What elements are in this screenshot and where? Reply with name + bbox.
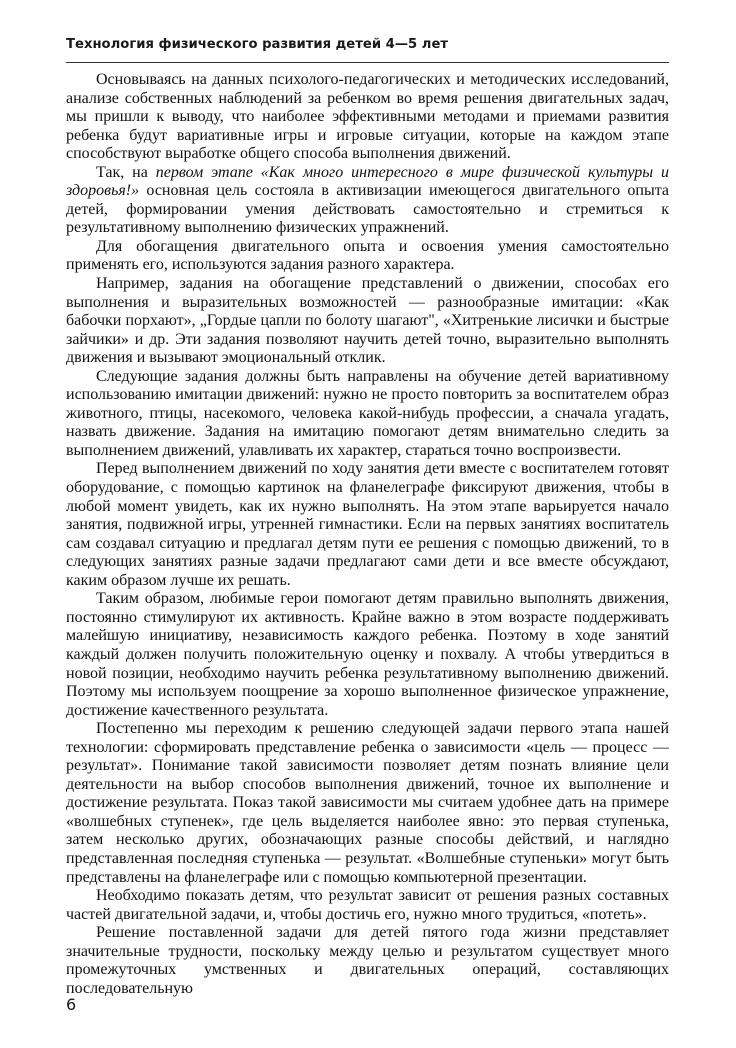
- paragraph-8: Постепенно мы переходим к решению следующей задачи первого этапа нашей технологии: сформировать представление ребенка о зависимости «цель — процесс — результат». Понимание такой зависимости позволяет детям познать влияние цели деятельности на выбор способов выполнения движений, точное их выполнение и достижение результата. Показ такой зависимости мы считаем удобнее дать на примере «волшебных ступенек», где цель выделяется наиболее явно: это первая ступенька, затем несколько других, обозначающих разные способы действий, и наглядно представленная последняя ступенька — результат. «Волшебные ступеньки» могут быть представлены на фланелеграфе или с помощью компьютерной презентации.: [66, 720, 669, 886]
- paragraph-3: Для обогащения двигательного опыта и освоения умения самостоятельно применять его, используются задания разного характера.: [66, 237, 669, 274]
- paragraph-6: Перед выполнением движений по ходу занятия дети вместе с воспитателем готовят оборудование, с помощью картинок на фланелеграфе фиксируют движения, чтобы в любой момент увидеть, как их нужно выполнять. На этом этапе варьируется начало занятия, подвижной игры, утренней гимнастики. Если на первых занятиях воспитатель сам создавал ситуацию и предлагал детям пути ее решения с помощью движений, то в следующих занятиях разные задачи предлагают сами дети и все вместе обсуждают, каким образом лучше их решать.: [66, 460, 669, 589]
- paragraph-9: Необходимо показать детям, что результат зависит от решения разных составных частей двигательной задачи, и, чтобы достичь его, нужно много трудиться, «потеть».: [66, 887, 669, 923]
- paragraph-2: [66, 164, 669, 238]
- body-text: [66, 71, 669, 998]
- paragraph-7: Таким образом, любимые герои помогают детям правильно выполнять движения, постоянно стимулируют их активность. Крайне важно в этом возрасте поддерживать малейшую инициативу, независимость каждого ребенка. Поэтому в ходе занятий каждый должен получить положительную оценку и похвалу. А чтобы утвердиться в новой позиции, необходимо научить ребенка результативному выполнению движений. Поэтому мы используем поощрение за хорошо выполненное физическое упражнение, достижение качественного результата.: [66, 590, 669, 719]
- paragraph-10: Решение поставленной задачи для детей пятого года жизни представляет значительные трудности, поскольку между целью и результатом существует много промежуточных умственных и двигательных операций, составляющих последовательную: [66, 924, 669, 997]
- paragraph-1: Основываясь на данных психолого-педагогических и методических исследований, анализе собственных наблюдений за ребенком во время решения двигательных задач, мы пришли к выводу, что наиболее эффективными методами и приемами развития ребенка будут вариативные игры и игровые ситуации, которые на каждом этапе способствуют выработке общего способа выполнения движений.: [66, 71, 669, 163]
- paragraph-2-lead: Так, на: [96, 163, 156, 181]
- page-number: 6: [66, 995, 77, 1014]
- paragraph-5: Следующие задания должны быть направлены на обучение детей вариативному использованию имитации движений: нужно не просто повторить за воспитателем образ животного, птицы, насекомого, человека какой-нибудь профессии, а сначала угадать, назвать движение. Задания на имитацию помогают детям внимательно следить за выполнением движений, улавливать их характер, стараться точно воспроизвести.: [66, 367, 669, 459]
- stage-title-italic: первом этапе «Как много интересного в мире физической культуры и здоровья!»: [66, 163, 669, 200]
- paragraph-4: Например, задания на обогащение представлений о движении, способах его выполнения и выразительных возможностей — разнообразные имитации: «Как бабочки порхают», „Гордые цапли по болоту шагают", «Хитренькие лисички и быстрые зайчики» и др. Эти задания позволяют научить детей точно, выразительно выполнять движения и вызывают эмоциональный отклик.: [66, 275, 669, 367]
- paragraph-2-rest: основная цель состояла в активизации имеющегося двигательного опыта детей, формировании умения действовать самостоятельно и стремиться к результативному выполнению физических упражнений.: [66, 182, 669, 237]
- header-rule: [66, 62, 669, 63]
- running-header: Технология физического развития детей 4—5 лет: [66, 37, 449, 52]
